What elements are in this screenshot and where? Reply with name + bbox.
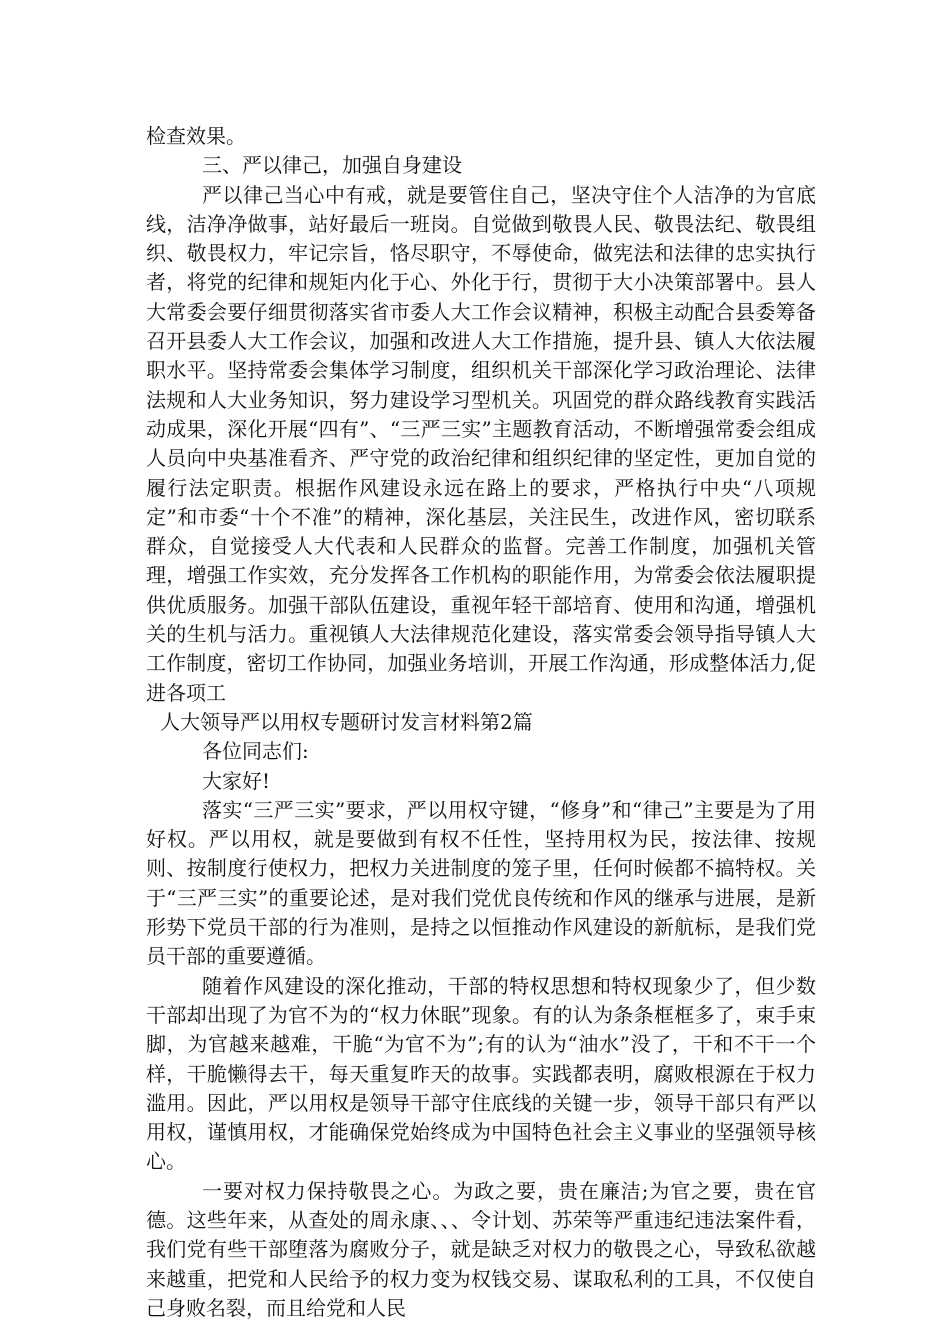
body-paragraph: 落实“三严三实”要求，严以用权守键，“修身”和“律己”主要是为了用好权。严以用权，就是要做到有权不任性，坚持用权为民，按法律、按规则、按制度行使权力，把权力关进制度的笼子里，任何时候都不搞特权。关于“三严三实”的重要论述，是对我们党优良传统和作风的继承与进展，是新形势下党员干部的行为准则，是持之以恒推动作风建设的新航标，是我们党员干部的重要遵循。 bbox=[146, 797, 816, 969]
paragraph-fragment: 检查效果。 bbox=[146, 124, 246, 148]
article-title: 人大领导严以用权专题研讨发言材料第2篇 bbox=[160, 709, 533, 734]
greeting: 大家好! bbox=[202, 768, 271, 793]
document-body bbox=[146, 122, 816, 1323]
body-paragraph: 随着作风建设的深化推动，干部的特权思想和特权现象少了，但少数干部却出现了为官不为的“权力休眠”现象。有的认为条条框框多了，束手束脚，为官越来越难，干脆“为官不为”;有的认为“油水”没了，干和不干一个样，干脆懒得去干，每天重复昨天的故事。实践都表明，腐败根源在于权力滥用。因此，严以用权是领导干部守住底线的关键一步，领导干部只有严以用权，谨慎用权，才能确保党始终成为中国特色社会主义事业的坚强领导核心。 bbox=[146, 973, 816, 1174]
section-heading: 三、严以律己，加强自身建设 bbox=[202, 153, 462, 178]
salutation: 各位同志们: bbox=[202, 739, 309, 764]
body-paragraph: 一要对权力保持敬畏之心。为政之要，贵在廉洁;为官之要，贵在官德。这些年来，从查处的周永康、、、令计划、苏荣等严重违纪违法案件看，我们党有些干部堕落为腐败分子，就是缺乏对权力的敬畏之心，导致私欲越来越重，把党和人民给予的权力变为权钱交易、谋取私利的工具，不仅使自己身败名裂，而且给党和人民 bbox=[146, 1178, 816, 1320]
body-paragraph: 严以律己当心中有戒，就是要管住自己，坚决守住个人洁净的为官底线，洁净净做事，站好最后一班岗。自觉做到敬畏人民、敬畏法纪、敬畏组织、敬畏权力，牢记宗旨，恪尽职守，不辱使命，做宪法和法律的忠实执行者，将党的纪律和规矩内化于心、外化于行，贯彻于大小决策部署中。县人大常委会要仔细贯彻落实省市委人大工作会议精神，积极主动配合县委筹备召开县委人大工作会议，加强和改进人大工作措施，提升县、镇人大依法履职水平。坚持常委会集体学习制度，组织机关干部深化学习政治理论、法律法规和人大业务知识，努力建设学习型机关。巩固党的群众路线教育实践活动成果，深化开展“四有”、“三严三实”主题教育活动，不断增强常委会组成人员向中央基准看齐、严守党的政治纪律和组织纪律的坚定性，更加自觉的履行法定职责。根据作风建设永远在路上的要求，严格执行中央“八项规定”和市委“十个不准”的精神，深化基层，关注民生，改进作风，密切联系群众，自觉接受人大代表和人民群众的监督。完善工作制度，加强机关管理，增强工作实效，充分发挥各工作机构的职能作用，为常委会依法履职提供优质服务。加强干部队伍建设，重视年轻干部培育、使用和沟通，增强机关的生机与活力。重视镇人大法律规范化建设，落实常委会领导指导镇人大工作制度，密切工作协同，加强业务培训，开展工作沟通，形成整体活力,促进各项工 bbox=[146, 182, 816, 705]
